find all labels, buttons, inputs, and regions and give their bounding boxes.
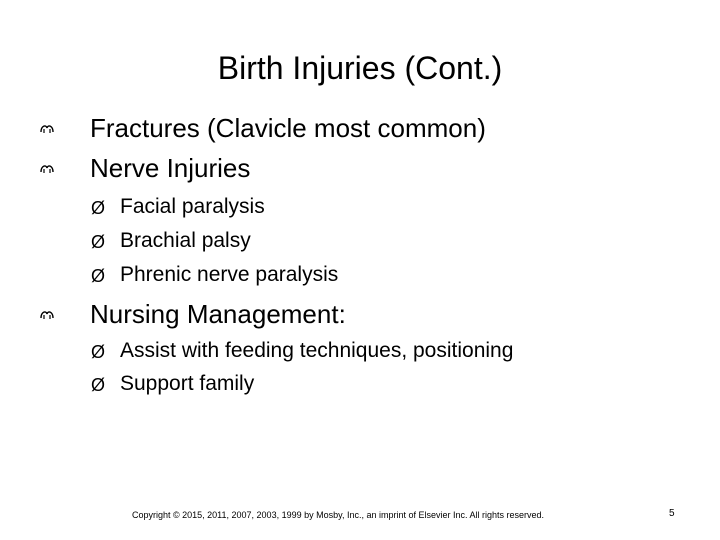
- bullet-text: Fractures (Clavicle most common): [90, 113, 486, 143]
- sub-bullet-text: Phrenic nerve paralysis: [120, 263, 339, 286]
- sub-bullet-text: Assist with feeding techniques, positioning: [120, 339, 514, 362]
- arrowhead-bullet-icon: Ø: [91, 342, 106, 362]
- sub-bullet-text: Support family: [120, 372, 255, 395]
- sub-bullet-text: Brachial palsy: [120, 229, 251, 252]
- bullet-text: Nursing Management:: [90, 299, 346, 329]
- arrowhead-bullet-icon: Ø: [91, 232, 106, 252]
- ornament-bullet-icon: [40, 309, 54, 320]
- copyright-footer: Copyright © 2015, 2011, 2007, 2003, 1999 by Mosby, Inc., an imprint of Elsevier Inc. All rights reserved.: [132, 510, 545, 520]
- ornament-bullet-icon: [40, 123, 54, 134]
- arrowhead-bullet-icon: Ø: [91, 266, 106, 286]
- arrowhead-bullet-icon: Ø: [91, 198, 106, 218]
- bullet-text: Nerve Injuries: [90, 153, 251, 183]
- arrowhead-bullet-icon: Ø: [91, 375, 106, 395]
- sub-bullet-text: Facial paralysis: [120, 195, 265, 218]
- ornament-bullet-icon: [40, 163, 54, 174]
- page-number: 5: [669, 508, 675, 519]
- slide-title: Birth Injuries (Cont.): [217, 50, 503, 86]
